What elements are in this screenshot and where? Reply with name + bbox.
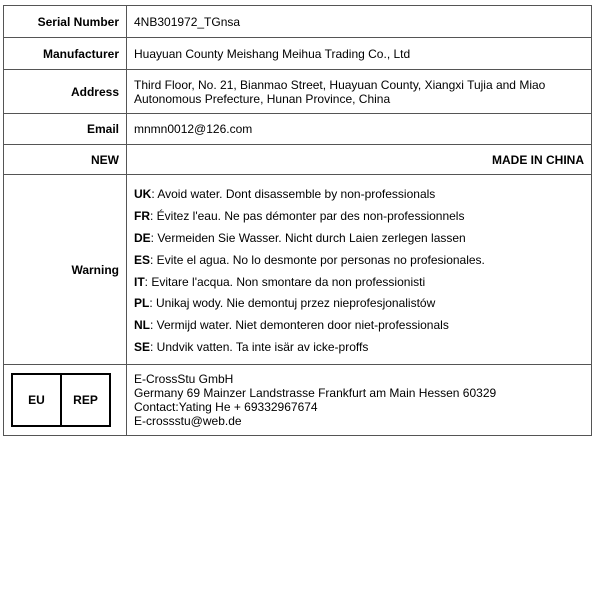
manufacturer-label: Manufacturer bbox=[4, 38, 127, 70]
email-label: Email bbox=[4, 114, 127, 145]
email-value: mnmn0012@126.com bbox=[127, 114, 592, 145]
warning-language-code: FR bbox=[134, 208, 150, 223]
warning-text: : Evitare l'acqua. Non smontare da non professionisti bbox=[144, 274, 426, 289]
address-line-2: Autonomous Prefecture, Hunan Province, China bbox=[134, 91, 391, 106]
warning-row bbox=[4, 175, 592, 365]
warning-line bbox=[134, 314, 584, 336]
warning-text: : Undvik vatten. Ta inte isär av icke-proffs bbox=[150, 340, 369, 355]
warning-line bbox=[134, 271, 584, 293]
serial-number-label: Serial Number bbox=[4, 6, 127, 38]
warning-text: : Évitez l'eau. Ne pas démonter par des non-professionnels bbox=[150, 208, 465, 223]
warning-list bbox=[127, 175, 592, 365]
manufacturer-value: Huayuan County Meishang Meihua Trading Co., Ltd bbox=[127, 38, 592, 70]
serial-number-row bbox=[4, 6, 592, 38]
warning-text: : Evite el agua. No lo desmonte por personas no profesionales. bbox=[150, 252, 485, 267]
eu-rep-details bbox=[127, 365, 592, 436]
eu-rep-badge bbox=[11, 373, 111, 427]
warning-lines bbox=[134, 181, 584, 358]
email-row bbox=[4, 114, 592, 145]
address-label: Address bbox=[4, 70, 127, 114]
eu-rep-address: Germany 69 Mainzer Landstrasse Frankfurt am Main Hessen 60329 bbox=[134, 386, 497, 400]
origin-row bbox=[4, 145, 592, 175]
warning-language-code: PL bbox=[134, 296, 150, 311]
warning-language-code: SE bbox=[134, 340, 151, 355]
warning-label: Warning bbox=[4, 175, 127, 365]
warning-text: : Vermijd water. Niet demonteren door niet-professionals bbox=[150, 318, 449, 333]
warning-language-code: NL bbox=[134, 318, 150, 333]
made-in-value: MADE IN CHINA bbox=[127, 145, 592, 175]
address-row bbox=[4, 70, 592, 114]
eu-badge-text: EU bbox=[28, 393, 45, 407]
warning-text: : Unikaj wody. Nie demontuj przez nieprofesjonalistów bbox=[149, 296, 436, 311]
eu-rep-badge-cell bbox=[4, 365, 127, 436]
warning-line bbox=[134, 227, 584, 249]
warning-line bbox=[134, 183, 584, 205]
eu-rep-row bbox=[4, 365, 592, 436]
serial-number-value: 4NB301972_TGnsa bbox=[127, 6, 592, 38]
product-info-table bbox=[3, 5, 592, 436]
address-line-1: Third Floor, No. 21, Bianmao Street, Huayuan County, Xiangxi Tujia and Miao bbox=[134, 77, 546, 92]
address-value bbox=[127, 70, 592, 114]
rep-badge-text: REP bbox=[60, 375, 109, 425]
warning-text: : Avoid water. Dont disassemble by non-professionals bbox=[151, 186, 436, 201]
warning-language-code: DE bbox=[134, 230, 151, 245]
warning-language-code: UK bbox=[134, 186, 152, 201]
warning-line bbox=[134, 205, 584, 227]
warning-language-code: ES bbox=[134, 252, 151, 267]
product-label-sheet bbox=[3, 5, 592, 436]
eu-rep-email: E-crossstu@web.de bbox=[134, 414, 242, 428]
warning-line bbox=[134, 249, 584, 271]
condition-label: NEW bbox=[4, 145, 127, 175]
manufacturer-row bbox=[4, 38, 592, 70]
eu-rep-company: E-CrossStu GmbH bbox=[134, 372, 234, 386]
warning-language-code: IT bbox=[134, 274, 145, 289]
warning-line bbox=[134, 336, 584, 358]
eu-rep-contact: Contact:Yating He + 69332967674 bbox=[134, 400, 318, 414]
warning-text: : Vermeiden Sie Wasser. Nicht durch Laien zerlegen lassen bbox=[150, 230, 466, 245]
warning-line bbox=[134, 292, 584, 314]
